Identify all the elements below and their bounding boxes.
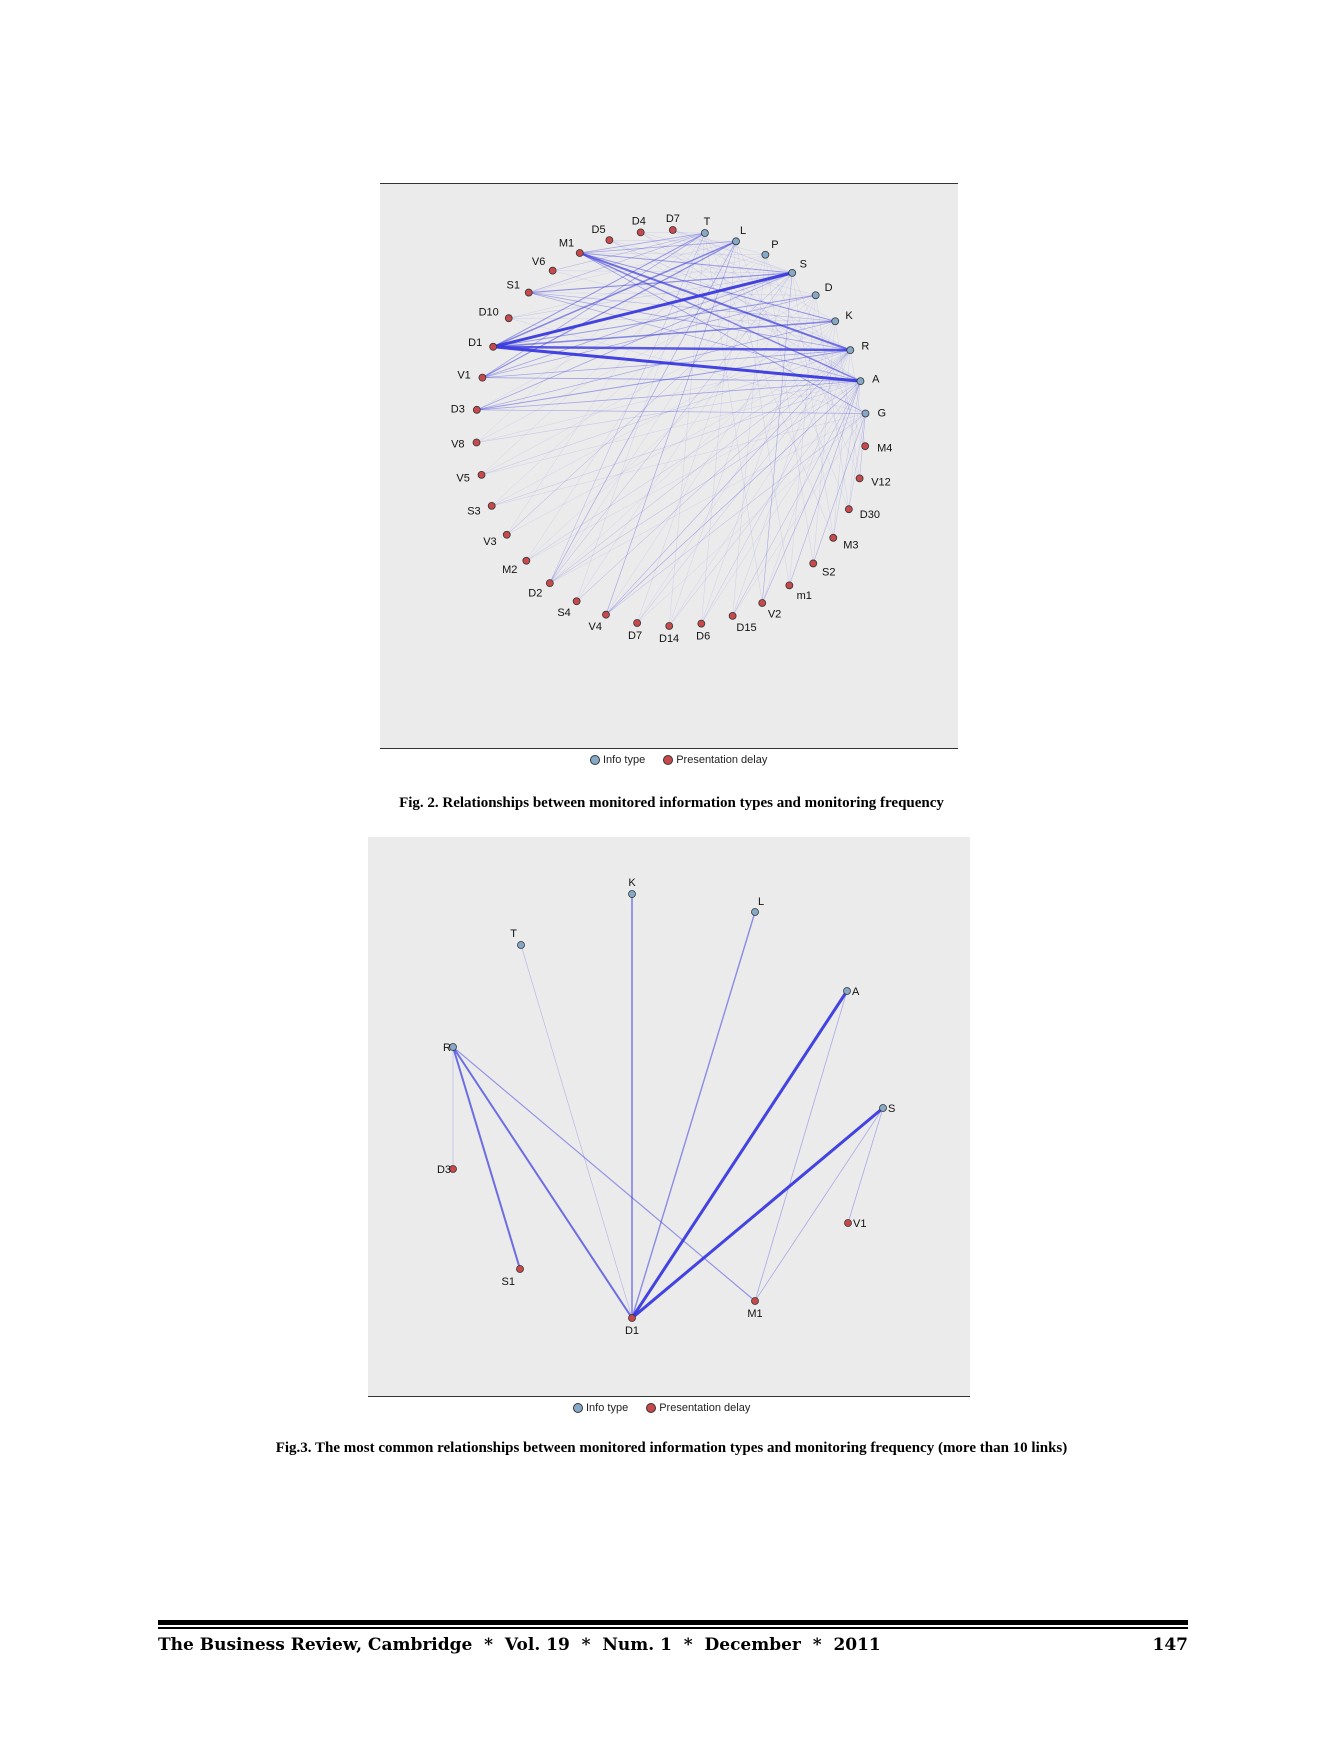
figure-2-caption: Fig. 2. Relationships between monitored information types and monitoring frequency [399,795,944,811]
figure-3-network-graph [368,837,970,1397]
node-A [844,988,851,995]
node-label-K: K [845,309,853,322]
node-D14 [666,622,673,629]
node-D3 [473,406,480,413]
node-label-V3: V3 [483,536,497,549]
node-label-D6: D6 [696,630,711,643]
legend-info-label: Info type [603,754,646,766]
node-label-A: A [872,373,880,386]
figure-3-legend [573,1402,750,1414]
plot-background [380,183,958,749]
node-M3 [830,534,837,541]
node-label-K: K [628,877,636,889]
node-label-V5: V5 [456,472,470,485]
node-label-D3: D3 [436,1164,451,1176]
node-D7 [669,227,676,234]
node-label-P: P [771,239,779,252]
node-label-M1: M1 [747,1308,763,1320]
node-K [629,891,636,898]
node-S3 [488,502,495,509]
node-label-S: S [799,258,807,271]
node-V1 [479,374,486,381]
node-S [789,269,796,276]
legend-info-label: Info type [586,1402,629,1414]
node-label-D1: D1 [468,336,483,349]
node-L [752,909,759,916]
node-label-V1: V1 [457,369,471,382]
node-label-M4: M4 [877,442,893,455]
node-label-M2: M2 [502,563,518,576]
node-label-S1: S1 [506,279,520,292]
node-label-D7: D7 [665,213,680,226]
node-label-D3: D3 [450,403,465,416]
legend-presentation-delay [663,754,767,766]
node-S1 [517,1266,524,1273]
node-label-R: R [861,340,870,353]
node-label-D: D [824,282,833,295]
node-T [518,942,525,949]
node-R [847,347,854,354]
figure-2-legend [590,754,767,766]
node-M2 [523,557,530,564]
node-label-V6: V6 [531,256,546,269]
plot-background [368,837,970,1397]
node-label-D4: D4 [631,215,646,228]
node-D30 [845,506,852,513]
node-label-S2: S2 [822,566,836,579]
node-D [812,292,819,299]
node-label-m1: m1 [796,589,812,602]
info-type-swatch-icon [590,755,600,765]
node-D1 [629,1315,636,1322]
node-label-S3: S3 [467,505,481,518]
node-V1 [845,1220,852,1227]
node-label-G: G [877,407,887,420]
node-V2 [759,599,766,606]
node-D15 [729,612,736,619]
node-label-D15: D15 [736,622,757,635]
node-label-V8: V8 [451,438,465,451]
node-label-V4: V4 [588,620,602,633]
presentation-delay-swatch-icon [646,1403,656,1413]
figure-2 [380,183,958,749]
node-V6 [549,267,556,274]
footer-journal-info: The Business Review, Cambridge * Vol. 19 * Num. 1 * December * 2011 [158,1635,881,1655]
node-label-S: S [888,1103,896,1115]
node-V8 [473,439,480,446]
node-label-S1: S1 [501,1276,515,1288]
footer-rule-thick [158,1620,1188,1625]
node-label-D7: D7 [628,629,643,642]
node-V3 [503,531,510,538]
node-label-M1: M1 [558,237,575,250]
node-label-R: R [443,1042,451,1054]
legend-delay-label: Presentation delay [659,1402,751,1414]
node-M1 [576,250,583,257]
node-T [701,230,708,237]
node-D6 [698,620,705,627]
node-D10 [505,315,512,322]
node-V12 [856,475,863,482]
node-label-D5: D5 [591,223,606,236]
presentation-delay-swatch-icon [663,755,673,765]
node-K [832,318,839,325]
node-label-V12: V12 [871,476,891,489]
page-number: 147 [1152,1635,1188,1655]
figure-3-caption: Fig.3. The most common relationships between monitored information types and monitoring frequency (more than 10 links) [275,1440,1068,1456]
node-L [733,238,740,245]
node-label-D1: D1 [624,1325,640,1337]
node-label-T: T [703,216,711,229]
node-label-S4: S4 [557,606,571,619]
info-type-swatch-icon [573,1403,583,1413]
node-V4 [602,611,609,618]
node-label-L: L [758,896,765,908]
node-label-V1: V1 [853,1218,867,1230]
node-label-L: L [740,225,747,238]
node-label-A: A [852,986,860,998]
node-label-D2: D2 [528,587,543,600]
figure-2-network-graph [380,183,958,749]
node-M4 [862,443,869,450]
legend-delay-label: Presentation delay [676,754,768,766]
node-M1 [752,1298,759,1305]
node-label-D10: D10 [478,306,499,319]
legend-info-type [590,754,645,766]
node-D1 [490,343,497,350]
node-G [862,410,869,417]
node-label-D30: D30 [859,509,880,522]
legend-presentation-delay [646,1402,750,1414]
legend-info-type [573,1402,628,1414]
node-D2 [546,580,553,587]
node-D4 [637,229,644,236]
node-A [857,378,864,385]
node-label-V2: V2 [767,608,782,621]
node-V5 [478,471,485,478]
node-m1 [786,582,793,589]
footer-rule-thin [158,1627,1188,1629]
node-P [762,251,769,258]
figure-3 [368,837,970,1397]
node-D7 [634,619,641,626]
node-label-T: T [510,928,517,940]
node-S2 [810,560,817,567]
node-D5 [606,237,613,244]
node-S [880,1105,887,1112]
node-S4 [573,598,580,605]
node-label-D14: D14 [659,632,680,645]
node-label-M3: M3 [843,539,859,552]
node-S1 [525,289,532,296]
